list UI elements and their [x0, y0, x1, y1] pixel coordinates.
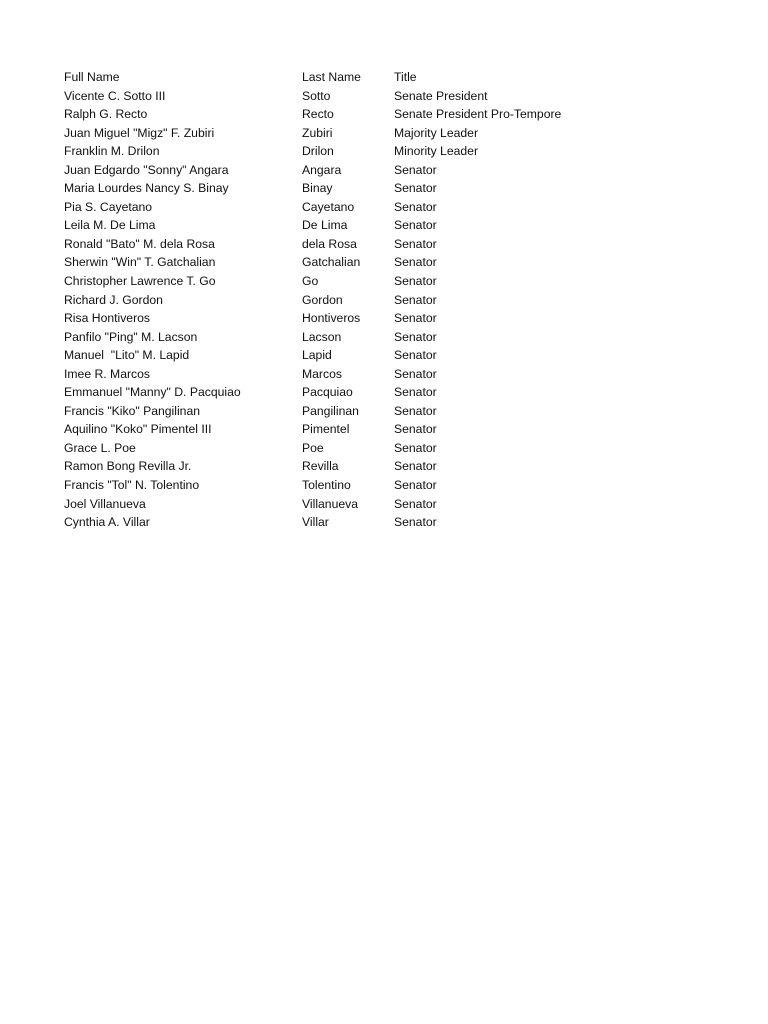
table-row	[64, 383, 704, 402]
cell-last-name: Sotto	[302, 88, 331, 103]
cell-title: Senator	[394, 422, 437, 437]
table-row	[64, 253, 704, 272]
cell-title: Senator	[394, 329, 437, 344]
cell-last-name: dela Rosa	[302, 236, 357, 251]
table-row	[64, 328, 704, 347]
cell-full-name: Francis "Kiko" Pangilinan	[64, 403, 201, 418]
cell-full-name: Richard J. Gordon	[64, 292, 163, 307]
cell-full-name: Pia S. Cayetano	[64, 199, 153, 214]
cell-full-name: Cynthia A. Villar	[64, 515, 150, 530]
table-row	[64, 457, 704, 476]
cell-last-name: Poe	[302, 440, 324, 455]
cell-full-name: Joel Villanueva	[64, 496, 146, 511]
cell-title: Senator	[394, 236, 437, 251]
cell-last-name: Gatchalian	[302, 255, 361, 270]
cell-full-name: Franklin M. Drilon	[64, 144, 160, 159]
table-row	[64, 291, 704, 310]
cell-full-name: Emmanuel "Manny" D. Pacquiao	[64, 385, 241, 400]
cell-last-name: Recto	[302, 107, 334, 122]
cell-title: Senator	[394, 181, 437, 196]
cell-last-name: Cayetano	[302, 199, 355, 214]
cell-last-name: Marcos	[302, 366, 342, 381]
senators-table	[64, 68, 704, 532]
cell-full-name: Juan Miguel "Migz" F. Zubiri	[64, 125, 215, 140]
cell-title: Minority Leader	[394, 144, 478, 159]
table-row	[64, 161, 704, 180]
table-row	[64, 495, 704, 514]
cell-full-name: Vicente C. Sotto III	[64, 88, 166, 103]
table-row	[64, 476, 704, 495]
cell-last-name: Binay	[302, 181, 333, 196]
cell-last-name: Drilon	[302, 144, 334, 159]
cell-title: Senator	[394, 311, 437, 326]
cell-title: Senator	[394, 255, 437, 270]
cell-last-name: Pangilinan	[302, 403, 359, 418]
cell-title: Senator	[394, 162, 437, 177]
cell-last-name: Villar	[302, 515, 329, 530]
cell-last-name: Angara	[302, 162, 342, 177]
cell-title: Senator	[394, 366, 437, 381]
cell-full-name: Grace L. Poe	[64, 440, 136, 455]
cell-last-name: Villanueva	[302, 496, 359, 511]
cell-last-name: Zubiri	[302, 125, 333, 140]
cell-full-name: Aquilino "Koko" Pimentel III	[64, 422, 212, 437]
cell-title: Senator	[394, 459, 437, 474]
cell-full-name: Risa Hontiveros	[64, 311, 151, 326]
table-row	[64, 216, 704, 235]
cell-full-name: Christopher Lawrence T. Go	[64, 274, 216, 289]
cell-last-name: Lapid	[302, 348, 332, 363]
cell-full-name: Maria Lourdes Nancy S. Binay	[64, 181, 229, 196]
cell-title: Senate President Pro-Tempore	[394, 107, 562, 122]
cell-last-name: Lacson	[302, 329, 342, 344]
table-row	[64, 365, 704, 384]
cell-last-name: Pimentel	[302, 422, 350, 437]
table-row	[64, 346, 704, 365]
cell-title: Senator	[394, 348, 437, 363]
cell-title: Senator	[394, 478, 437, 493]
cell-full-name: Panfilo "Ping" M. Lacson	[64, 329, 198, 344]
cell-full-name: Sherwin "Win" T. Gatchalian	[64, 255, 216, 270]
cell-full-name: Imee R. Marcos	[64, 366, 151, 381]
cell-title: Senate President	[394, 88, 488, 103]
table-row	[64, 198, 704, 217]
cell-last-name: De Lima	[302, 218, 348, 233]
cell-full-name: Ralph G. Recto	[64, 107, 148, 122]
cell-title: Senator	[394, 199, 437, 214]
cell-title: Senator	[394, 496, 437, 511]
cell-title: Senator	[394, 515, 437, 530]
table-row	[64, 142, 704, 161]
table-row	[64, 87, 704, 106]
table-row	[64, 420, 704, 439]
cell-last-name: Hontiveros	[302, 311, 361, 326]
cell-full-name: Francis "Tol" N. Tolentino	[64, 478, 200, 493]
cell-full-name: Manuel "Lito" M. Lapid	[64, 348, 190, 363]
cell-title: Senator	[394, 274, 437, 289]
cell-last-name: Pacquiao	[302, 385, 353, 400]
cell-title: Senator	[394, 440, 437, 455]
cell-last-name: Tolentino	[302, 478, 351, 493]
cell-full-name: Ramon Bong Revilla Jr.	[64, 459, 192, 474]
header-last-name: Last Name	[302, 70, 361, 84]
cell-last-name: Go	[302, 274, 319, 289]
table-row	[64, 179, 704, 198]
cell-title: Senator	[394, 385, 437, 400]
cell-last-name: Revilla	[302, 459, 339, 474]
table-row	[64, 124, 704, 143]
cell-title: Senator	[394, 218, 437, 233]
header-title: Title	[394, 70, 417, 84]
cell-full-name: Ronald "Bato" M. dela Rosa	[64, 236, 215, 251]
table-header-row	[64, 68, 704, 87]
table-row	[64, 105, 704, 124]
table-row	[64, 513, 704, 532]
cell-title: Senator	[394, 292, 437, 307]
table-row	[64, 439, 704, 458]
header-full-name: Full Name	[64, 70, 120, 84]
table-row	[64, 235, 704, 254]
cell-last-name: Gordon	[302, 292, 343, 307]
cell-full-name: Leila M. De Lima	[64, 218, 156, 233]
table-body	[64, 87, 704, 532]
table-row	[64, 272, 704, 291]
cell-full-name: Juan Edgardo "Sonny" Angara	[64, 162, 229, 177]
table-row	[64, 402, 704, 421]
table-row	[64, 309, 704, 328]
cell-title: Senator	[394, 403, 437, 418]
cell-title: Majority Leader	[394, 125, 478, 140]
